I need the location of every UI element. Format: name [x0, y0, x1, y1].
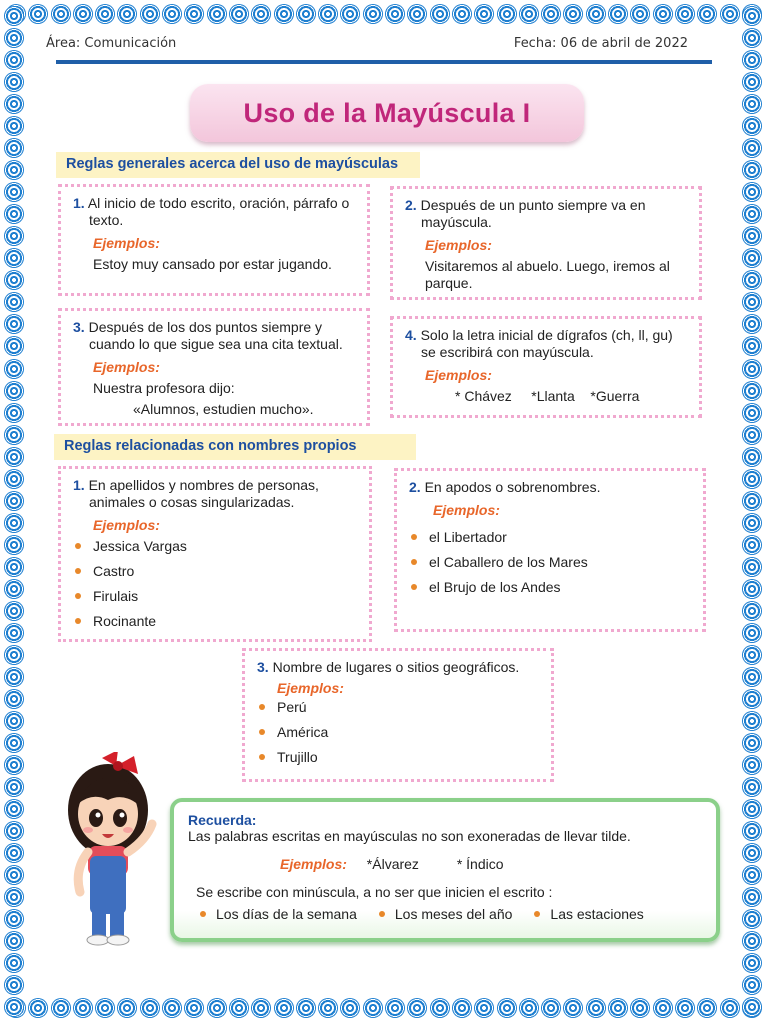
- border-spiral: [541, 998, 561, 1018]
- border-spiral: [742, 425, 762, 445]
- reminder-note: Se escribe con minúscula, a no ser que inicien el escrito :: [196, 884, 553, 900]
- border-spiral: [318, 4, 338, 24]
- page-title: Uso de la Mayúscula I: [243, 97, 531, 128]
- border-spiral: [95, 4, 115, 24]
- rule-text: En apellidos y nombres de personas, animales o cosas singularizadas.: [88, 477, 319, 510]
- border-spiral: [28, 998, 48, 1018]
- example-quote: «Alumnos, estudien mucho».: [133, 401, 314, 417]
- border-spiral: [4, 865, 24, 885]
- border-spiral: [675, 998, 695, 1018]
- examples-label: Ejemplos:: [433, 502, 500, 518]
- rule-text: Al inicio de todo escrito, oración, párrafo o texto.: [87, 195, 350, 228]
- border-spiral: [184, 998, 204, 1018]
- border-spiral: [742, 535, 762, 555]
- border-spiral: [430, 4, 450, 24]
- list-item: Las estaciones: [532, 906, 643, 922]
- border-spiral: [474, 4, 494, 24]
- border-spiral: [742, 248, 762, 268]
- border-spiral: [4, 601, 24, 621]
- border-spiral: [4, 28, 24, 48]
- border-spiral: [541, 4, 561, 24]
- border-spiral: [296, 4, 316, 24]
- border-spiral: [4, 579, 24, 599]
- rule-text: Nombre de lugares o sitios geográficos.: [272, 659, 520, 675]
- examples-label: Ejemplos:: [425, 367, 492, 383]
- border-spiral: [4, 689, 24, 709]
- reminder-example: * Índico: [456, 856, 504, 872]
- border-spiral: [4, 667, 24, 687]
- border-spiral: [519, 4, 539, 24]
- border-spiral: [73, 4, 93, 24]
- border-spiral: [4, 204, 24, 224]
- border-spiral: [4, 160, 24, 180]
- list-item: el Libertador: [409, 529, 691, 546]
- border-spiral: [586, 998, 606, 1018]
- example-text: Visitaremos al abuelo. Luego, iremos al parque.: [425, 258, 670, 291]
- border-spiral: [697, 4, 717, 24]
- border-spiral: [4, 645, 24, 665]
- decorative-border-left: [4, 6, 26, 1018]
- example-text: Estoy muy cansado por estar jugando.: [93, 256, 332, 272]
- border-spiral: [563, 4, 583, 24]
- border-spiral: [207, 4, 227, 24]
- reminder-examples: [280, 856, 504, 872]
- border-spiral: [28, 4, 48, 24]
- border-spiral: [630, 998, 650, 1018]
- border-spiral: [4, 953, 24, 973]
- rule-text: Después de un punto siempre va en mayúscula.: [420, 197, 646, 230]
- border-spiral: [4, 469, 24, 489]
- border-spiral: [430, 998, 450, 1018]
- example-list: [257, 699, 539, 766]
- border-spiral: [4, 292, 24, 312]
- border-spiral: [742, 997, 762, 1017]
- examples-label: Ejemplos:: [280, 856, 347, 872]
- border-spiral: [4, 248, 24, 268]
- list-item: Castro: [73, 563, 357, 580]
- border-spiral: [4, 138, 24, 158]
- border-spiral: [742, 887, 762, 907]
- border-spiral: [720, 4, 740, 24]
- example-text: Nuestra profesora dijo:: [93, 380, 235, 396]
- proper-rule-2: [394, 468, 706, 632]
- examples-label: Ejemplos:: [93, 359, 160, 375]
- border-spiral: [274, 4, 294, 24]
- border-spiral: [95, 998, 115, 1018]
- border-spiral: [742, 292, 762, 312]
- header: [46, 36, 688, 56]
- border-spiral: [742, 909, 762, 929]
- list-item: Rocinante: [73, 613, 357, 630]
- border-spiral: [742, 72, 762, 92]
- border-spiral: [4, 94, 24, 114]
- border-spiral: [4, 843, 24, 863]
- border-spiral: [4, 381, 24, 401]
- examples-label: Ejemplos:: [93, 235, 160, 251]
- border-spiral: [497, 4, 517, 24]
- border-spiral: [4, 513, 24, 533]
- section-general-rules: Reglas generales acerca del uso de mayúsculas: [56, 152, 420, 178]
- border-spiral: [452, 4, 472, 24]
- border-spiral: [630, 4, 650, 24]
- examples-label: Ejemplos:: [425, 237, 492, 253]
- rule-text: En apodos o sobrenombres.: [424, 479, 601, 495]
- date-label: Fecha: 06 de abril de 2022: [513, 36, 688, 51]
- border-spiral: [742, 645, 762, 665]
- list-item: Perú: [257, 699, 539, 716]
- border-spiral: [742, 953, 762, 973]
- border-spiral: [4, 447, 24, 467]
- list-item: el Caballero de los Mares: [409, 554, 691, 571]
- reminder-example: *Álvarez: [366, 856, 419, 872]
- border-spiral: [474, 998, 494, 1018]
- border-spiral: [742, 270, 762, 290]
- border-spiral: [742, 403, 762, 423]
- border-spiral: [742, 711, 762, 731]
- border-spiral: [720, 998, 740, 1018]
- border-spiral: [162, 4, 182, 24]
- border-spiral: [4, 6, 24, 26]
- border-spiral: [340, 998, 360, 1018]
- border-spiral: [4, 755, 24, 775]
- general-rule-3: [58, 308, 370, 426]
- border-spiral: [407, 4, 427, 24]
- border-spiral: [742, 623, 762, 643]
- section-proper-names: Reglas relacionadas con nombres propios: [54, 434, 416, 460]
- border-spiral: [742, 138, 762, 158]
- border-spiral: [742, 821, 762, 841]
- area-label: Área: Comunicación: [46, 36, 177, 51]
- border-spiral: [4, 270, 24, 290]
- list-item: Jessica Vargas: [73, 538, 357, 555]
- border-spiral: [675, 4, 695, 24]
- decorative-border-right: [742, 6, 764, 1018]
- border-spiral: [742, 865, 762, 885]
- border-spiral: [4, 116, 24, 136]
- border-spiral: [4, 359, 24, 379]
- girl-illustration: [58, 752, 166, 948]
- border-spiral: [653, 998, 673, 1018]
- border-spiral: [363, 998, 383, 1018]
- border-spiral: [117, 4, 137, 24]
- reminder-list: [198, 906, 644, 922]
- border-spiral: [251, 4, 271, 24]
- border-spiral: [140, 4, 160, 24]
- rule-number: 2.: [405, 197, 417, 213]
- border-spiral: [407, 998, 427, 1018]
- border-spiral: [162, 998, 182, 1018]
- border-spiral: [742, 314, 762, 334]
- border-spiral: [742, 777, 762, 797]
- border-spiral: [251, 998, 271, 1018]
- border-spiral: [4, 182, 24, 202]
- header-divider: [56, 60, 712, 64]
- border-spiral: [742, 226, 762, 246]
- border-spiral: [4, 314, 24, 334]
- decorative-border-top: [6, 4, 762, 26]
- border-spiral: [742, 755, 762, 775]
- border-spiral: [4, 425, 24, 445]
- border-spiral: [563, 998, 583, 1018]
- border-spiral: [742, 733, 762, 753]
- proper-rule-3: [242, 648, 554, 782]
- border-spiral: [742, 557, 762, 577]
- border-spiral: [4, 72, 24, 92]
- border-spiral: [4, 491, 24, 511]
- example-text: * Chávez *Llanta *Guerra: [455, 388, 640, 404]
- border-spiral: [4, 733, 24, 753]
- border-spiral: [742, 601, 762, 621]
- border-spiral: [340, 4, 360, 24]
- border-spiral: [497, 998, 517, 1018]
- border-spiral: [742, 204, 762, 224]
- border-spiral: [4, 336, 24, 356]
- border-spiral: [742, 28, 762, 48]
- rule-number: 4.: [405, 327, 417, 343]
- border-spiral: [519, 998, 539, 1018]
- border-spiral: [4, 931, 24, 951]
- border-spiral: [742, 6, 762, 26]
- decorative-border-bottom: [6, 998, 762, 1020]
- border-spiral: [4, 711, 24, 731]
- list-item: América: [257, 724, 539, 741]
- border-spiral: [742, 160, 762, 180]
- border-spiral: [608, 4, 628, 24]
- border-spiral: [742, 50, 762, 70]
- rule-number: 1.: [73, 477, 85, 493]
- list-item: Los meses del año: [377, 906, 513, 922]
- border-spiral: [742, 667, 762, 687]
- border-spiral: [452, 998, 472, 1018]
- reminder-text: Las palabras escritas en mayúsculas no son exoneradas de llevar tilde.: [188, 828, 631, 844]
- border-spiral: [742, 359, 762, 379]
- border-spiral: [4, 975, 24, 995]
- border-spiral: [742, 689, 762, 709]
- border-spiral: [742, 843, 762, 863]
- border-spiral: [4, 777, 24, 797]
- rule-text: Después de los dos puntos siempre y cuando lo que sigue sea una cita textual.: [88, 319, 343, 352]
- border-spiral: [4, 799, 24, 819]
- border-spiral: [742, 491, 762, 511]
- border-spiral: [385, 998, 405, 1018]
- border-spiral: [296, 998, 316, 1018]
- border-spiral: [51, 998, 71, 1018]
- general-rule-2: [390, 186, 702, 300]
- border-spiral: [140, 998, 160, 1018]
- border-spiral: [742, 182, 762, 202]
- list-item: Firulais: [73, 588, 357, 605]
- border-spiral: [363, 4, 383, 24]
- general-rule-4: [390, 316, 702, 418]
- border-spiral: [4, 997, 24, 1017]
- border-spiral: [742, 513, 762, 533]
- reminder-title: Recuerda:: [188, 812, 257, 828]
- border-spiral: [318, 998, 338, 1018]
- border-spiral: [51, 4, 71, 24]
- border-spiral: [73, 998, 93, 1018]
- examples-label: Ejemplos:: [277, 680, 344, 696]
- list-item: Trujillo: [257, 749, 539, 766]
- general-rule-1: [58, 184, 370, 296]
- border-spiral: [742, 931, 762, 951]
- border-spiral: [608, 998, 628, 1018]
- border-spiral: [184, 4, 204, 24]
- list-item: el Brujo de los Andes: [409, 579, 691, 596]
- border-spiral: [117, 998, 137, 1018]
- border-spiral: [742, 447, 762, 467]
- reminder-box: [170, 798, 720, 942]
- example-list: [409, 529, 691, 596]
- border-spiral: [742, 469, 762, 489]
- border-spiral: [274, 998, 294, 1018]
- border-spiral: [4, 535, 24, 555]
- border-spiral: [4, 887, 24, 907]
- title-banner: [190, 84, 584, 142]
- border-spiral: [742, 116, 762, 136]
- example-list: [73, 538, 357, 630]
- border-spiral: [4, 623, 24, 643]
- border-spiral: [4, 557, 24, 577]
- border-spiral: [4, 821, 24, 841]
- border-spiral: [4, 909, 24, 929]
- border-spiral: [4, 226, 24, 246]
- proper-rule-1: [58, 466, 372, 642]
- border-spiral: [653, 4, 673, 24]
- border-spiral: [697, 998, 717, 1018]
- border-spiral: [229, 998, 249, 1018]
- border-spiral: [742, 579, 762, 599]
- border-spiral: [4, 403, 24, 423]
- rule-number: 3.: [257, 659, 269, 675]
- border-spiral: [742, 381, 762, 401]
- border-spiral: [742, 799, 762, 819]
- rule-text: Solo la letra inicial de dígrafos (ch, ll, gu) se escribirá con mayúscula.: [420, 327, 673, 360]
- border-spiral: [586, 4, 606, 24]
- list-item: Los días de la semana: [198, 906, 357, 922]
- border-spiral: [742, 94, 762, 114]
- rule-number: 3.: [73, 319, 85, 335]
- border-spiral: [742, 336, 762, 356]
- rule-number: 1.: [73, 195, 85, 211]
- border-spiral: [742, 975, 762, 995]
- border-spiral: [4, 50, 24, 70]
- border-spiral: [229, 4, 249, 24]
- border-spiral: [385, 4, 405, 24]
- rule-number: 2.: [409, 479, 421, 495]
- examples-label: Ejemplos:: [93, 517, 160, 533]
- border-spiral: [207, 998, 227, 1018]
